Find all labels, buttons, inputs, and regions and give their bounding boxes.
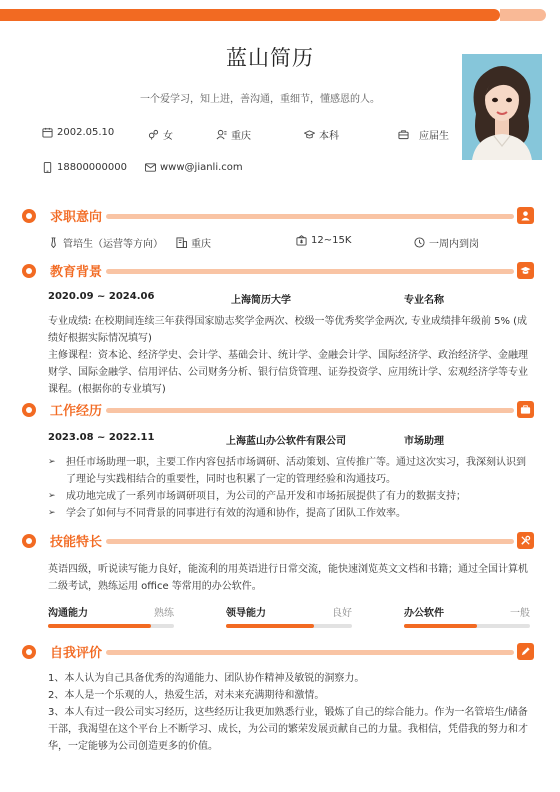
section-line [106,539,514,544]
clock-icon [414,237,425,248]
tools-icon [517,532,534,549]
skill-name: 办公软件 [404,608,444,619]
skill-track [404,624,530,628]
intention-position [48,235,163,250]
section-dot [22,264,36,278]
status-value: 应届生 [419,131,449,142]
skill-level: 良好 [332,608,352,619]
pen-icon [517,643,534,660]
section-self [22,641,542,661]
skill-item [226,604,352,630]
work-bullet: ➢ 成功地完成了一系列市场调研项目，为公司的产品开发和市场拓展提供了有力的数据支持； [48,488,528,505]
phone-icon [42,162,53,173]
degree-value: 本科 [319,131,339,142]
skills-text: 英语四级，听说读写能力良好，能流利的用英语进行日常交流，能快速浏览英文文档和书籍；通过全国计算机二级考试，熟练运用 office 等常用的办公软件。 [48,564,528,592]
section-title: 工作经历 [50,404,103,419]
intention-salary [296,235,351,246]
location-value: 重庆 [231,131,251,142]
skill-name: 沟通能力 [48,608,88,619]
section-title: 教育背景 [50,265,103,280]
section-line [106,269,514,274]
motto: 一个爱学习，知上进，善沟通，重细节，懂感恩的人。 [140,94,380,105]
section-line [106,650,514,655]
email-value: www@jianli.com [160,162,243,173]
section-dot [22,403,36,417]
calendar-icon [42,127,53,138]
section-dot [22,645,36,659]
top-accent-bar [0,9,500,21]
info-location [216,127,251,142]
skill-name: 领导能力 [226,608,266,619]
skill-level: 熟练 [154,608,174,619]
intention-arrival [414,235,479,250]
info-phone [42,162,127,173]
skill-track [48,624,174,628]
building-icon [176,237,187,248]
gender-icon [148,129,159,140]
gender-value: 女 [163,131,173,142]
birth-value: 2002.05.10 [57,127,115,138]
person-icon [517,207,534,224]
info-gender [148,127,173,142]
section-dot [22,534,36,548]
education-major: 专业名称 [404,295,444,306]
intention-city [176,235,211,250]
resume-name: 蓝山简历 [226,46,314,70]
self-line: 2、本人是一个乐观的人，热爱生活，对未来充满期待和激情。 [48,690,325,701]
info-email [145,162,243,173]
self-line: 3、本人有过一段公司实习经历，这些经历让我更加熟悉行业，锻炼了自己的综合能力。作为一名管培生/储备干部，我渴望在这个平台上不断学习、成长，为公司的繁荣发展贡献自己的力量。我相信，凭借我的努力和才华，一定能够为公司创造更多的价值。 [48,707,528,752]
section-intention [22,205,542,225]
work-bullet: ➢ 担任市场助理一职，主要工作内容包括市场调研、活动策划、宣传推广等。通过这次实习，我深刻认识到了理论与实践相结合的重要性，同时也积累了一定的管理经验和沟通技巧。 [48,454,528,488]
work-period: 2023.08 ~ 2022.11 [48,432,155,443]
phone-value: 18800000000 [57,162,127,173]
skill-fill [226,624,314,628]
info-status [398,127,449,142]
work-role: 市场助理 [404,436,444,447]
skill-fill [404,624,477,628]
education-period: 2020.09 ~ 2024.06 [48,291,155,302]
section-skills [22,530,542,550]
user-location-icon [216,129,227,140]
skill-track [226,624,352,628]
education-grades: 专业成绩: 在校期间连续三年获得国家励志奖学金两次、校级一等优秀奖学金两次, 专业成绩排年级前 5% (成绩好根据实际情况填写) [48,316,528,344]
graduation-cap-icon [304,129,315,140]
section-line [106,214,514,219]
position-value: 管培生（运营等方向） [63,239,163,250]
info-birth [42,127,114,138]
wallet-icon [296,235,307,246]
briefcase-icon [517,401,534,418]
education-courses: 主修课程：资本论、经济学史、会计学、基础会计、统计学、金融会计学、国际经济学、政治经济学、金融理财学、国际金融学、信用评估、公司财务分析、银行信贷管理、证券投资学、应用统计学、宏观经济学等专业课程。(根据你的专业填写) [48,350,528,395]
salary-value: 12~15K [311,235,352,246]
profile-photo [462,54,542,160]
skill-level: 一般 [510,608,530,619]
section-education [22,260,542,280]
section-title: 技能特长 [50,535,103,550]
skill-item [404,604,530,630]
section-work [22,399,542,419]
section-line [106,408,514,413]
self-line: 1、本人认为自己具备优秀的沟通能力、团队协作精神及敏锐的洞察力。 [48,673,365,684]
mail-icon [145,162,156,173]
arrival-value: 一周内到岗 [429,239,479,250]
briefcase-icon [398,129,409,140]
top-accent-bar-light [500,9,546,21]
info-degree [304,127,339,142]
work-company: 上海蓝山办公软件有限公司 [226,436,346,447]
section-title: 求职意向 [50,210,103,225]
skill-item [48,604,174,630]
tie-icon [48,237,59,248]
graduation-cap-icon [517,262,534,279]
city-value: 重庆 [191,239,211,250]
section-dot [22,209,36,223]
section-title: 自我评价 [50,646,103,661]
skill-fill [48,624,151,628]
work-bullet: ➢ 学会了如何与不同背景的同事进行有效的沟通和协作，提高了团队工作效率。 [48,505,528,522]
education-school: 上海简历大学 [231,295,291,306]
